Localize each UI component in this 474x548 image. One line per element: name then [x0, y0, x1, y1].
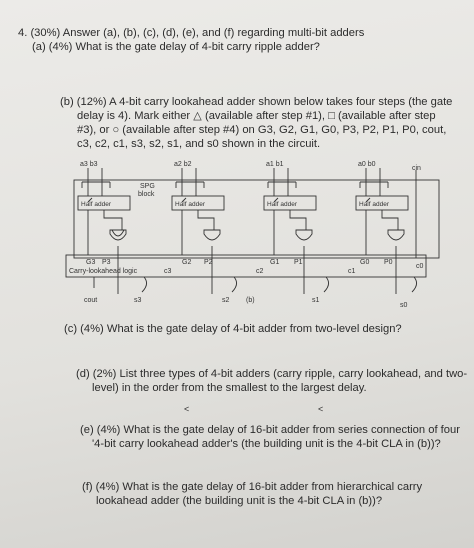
- question-4d-line1: (d) (2%) List three types of 4-bit adders (carry ripple, carry lookahead, and two-: [76, 368, 468, 380]
- s0-label: s0: [400, 302, 408, 309]
- spg-label: SPG: [140, 183, 155, 190]
- g3-label: G3: [86, 259, 96, 266]
- half-adder-3-label: Half adder: [81, 201, 111, 208]
- input-cin: cin: [412, 165, 421, 172]
- input-a1-b1: a1 b1: [266, 161, 284, 168]
- spg-block-outline: [74, 180, 439, 258]
- question-4c: (c) (4%) What is the gate delay of 4-bit adder from two-level design?: [64, 323, 402, 335]
- d-less-than-2: <: [318, 404, 324, 414]
- question-4b-line4: c3, c2, c1, s3, s2, s1, and s0 shown in the circuit.: [77, 138, 321, 150]
- input-a3-b3: a3 b3: [80, 161, 98, 168]
- g0-label: G0: [360, 259, 370, 266]
- question-4e-line1: (e) (4%) What is the gate delay of 16-bit adder from series connection of four: [80, 424, 460, 436]
- question-4f-line1: (f) (4%) What is the gate delay of 16-bit adder from hierarchical carry: [82, 481, 423, 493]
- input-a2-b2: a2 b2: [174, 161, 192, 168]
- c1-label: c1: [348, 268, 356, 275]
- c2-label: c2: [256, 268, 264, 275]
- g1-label: G1: [270, 259, 280, 266]
- g2-label: G2: [182, 259, 192, 266]
- s3-label: s3: [134, 297, 142, 304]
- question-4b-line2: delay is 4). Mark either △ (available after step #1), □ (available after step: [77, 110, 436, 122]
- d-less-than-1: <: [184, 404, 190, 414]
- cla-label: Carry-lookahead logic: [69, 268, 138, 275]
- c3-label: c3: [164, 268, 172, 275]
- c0-label: c0: [416, 263, 424, 270]
- cout-label: cout: [84, 297, 98, 304]
- half-adder-1-label: Half adder: [267, 201, 297, 208]
- question-4d-line2: level) in the order from the smallest to the largest delay.: [92, 382, 367, 394]
- half-adder-2-label: Half adder: [175, 201, 205, 208]
- s2-label: s2: [222, 297, 230, 304]
- question-4f-line2: lookahead adder (the building unit is the 4-bit CLA in (b))?: [96, 495, 383, 507]
- p2-label: P2: [204, 259, 213, 266]
- question-4e-line2: '4-bit carry lookahead adder's (the building unit is the 4-bit CLA in (b))?: [92, 438, 441, 450]
- question-4-header: 4. (30%) Answer (a), (b), (c), (d), (e), and (f) regarding multi-bit adders: [18, 27, 365, 39]
- p3-label: P3: [102, 259, 111, 266]
- carry-lookahead-circuit: [64, 158, 456, 314]
- s1-label: s1: [312, 297, 320, 304]
- block-label: block: [138, 191, 155, 198]
- b-mark-label: (b): [246, 297, 255, 304]
- half-adder-0-label: Half adder: [359, 201, 389, 208]
- question-4b-line1: (b) (12%) A 4-bit carry lookahead adder shown below takes four steps (the gate: [60, 96, 453, 108]
- question-4a: (a) (4%) What is the gate delay of 4-bit carry ripple adder?: [32, 41, 320, 53]
- input-a0-b0: a0 b0: [358, 161, 376, 168]
- p1-label: P1: [294, 259, 303, 266]
- p0-label: P0: [384, 259, 393, 266]
- question-4b-line3: #3), or ○ (available after step #4) on G3, G2, G1, G0, P3, P2, P1, P0, cout,: [77, 124, 447, 136]
